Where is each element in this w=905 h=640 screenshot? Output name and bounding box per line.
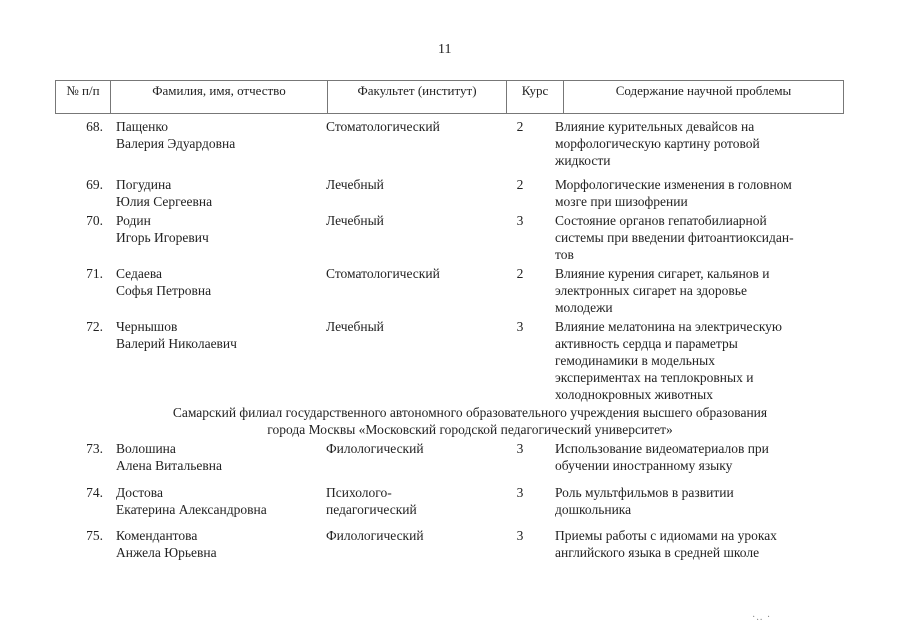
research-topic — [555, 318, 838, 403]
student-name — [116, 176, 316, 210]
row-number: 73. — [86, 441, 103, 456]
given-names: Валерия Эдуардовна — [116, 136, 236, 151]
course: 2 — [516, 266, 524, 281]
table-header — [55, 80, 844, 114]
topic-line: мозге при шизофрении — [555, 194, 688, 209]
topic-line: английского языка в средней школе — [555, 545, 760, 560]
research-topic — [555, 118, 838, 169]
surname: Погудина — [116, 177, 172, 192]
faculty: Филологический — [326, 441, 424, 456]
topic-line: тов — [555, 247, 574, 262]
faculty: Лечебный — [326, 177, 384, 192]
topic-line: обучении иностранному языку — [555, 458, 733, 473]
header-name: Фамилия, имя, отчество — [111, 81, 328, 114]
topic-line: электронных сигарет на здоровье — [555, 283, 747, 298]
topic-line: Влияние мелатонина на электрическую — [555, 319, 783, 334]
student-name — [116, 484, 316, 518]
topic-line: Влияние курения сигарет, кальянов и — [555, 266, 770, 281]
row-number: 75. — [86, 528, 103, 543]
section-heading-line: Самарский филиал государственного автономного образовательного учреждения высшего образования — [172, 405, 768, 420]
course: 2 — [516, 177, 524, 192]
course: 3 — [516, 485, 524, 500]
faculty: Стоматологический — [326, 119, 440, 134]
topic-line: Использование видеоматериалов при — [555, 441, 769, 456]
research-topic — [555, 440, 838, 474]
student-name — [116, 440, 316, 474]
given-names: Софья Петровна — [116, 283, 212, 298]
research-topic — [555, 527, 838, 561]
topic-line: Роль мультфильмов в развитии — [555, 485, 734, 500]
header-course: Курс — [507, 81, 564, 114]
surname: Родин — [116, 213, 151, 228]
section-heading — [110, 404, 830, 438]
scan-mark: ·.. · — [752, 612, 772, 623]
course: 3 — [516, 213, 524, 228]
course: 2 — [516, 119, 524, 134]
header-faculty: Факультет (институт) — [328, 81, 507, 114]
student-name — [116, 118, 316, 152]
faculty-line: Психолого- — [326, 485, 392, 500]
surname: Чернышов — [116, 319, 178, 334]
topic-line: Морфологические изменения в головном — [555, 177, 792, 192]
topic-line: активность сердца и параметры — [555, 336, 738, 351]
given-names: Анжела Юрьевна — [116, 545, 217, 560]
row-number: 70. — [86, 213, 103, 228]
course: 3 — [516, 441, 524, 456]
topic-line: морфологическую картину ротовой — [555, 136, 760, 151]
given-names: Екатерина Александровна — [116, 502, 267, 517]
topic-line: жидкости — [555, 153, 611, 168]
faculty — [326, 484, 496, 518]
research-topic — [555, 484, 838, 518]
topic-line: Состояние органов гепатобилиарной — [555, 213, 767, 228]
header-num: № п/п — [56, 81, 111, 114]
given-names: Валерий Николаевич — [116, 336, 237, 351]
research-topic — [555, 265, 838, 316]
surname: Волошина — [116, 441, 176, 456]
topic-line: молодежи — [555, 300, 613, 315]
faculty: Лечебный — [326, 319, 384, 334]
row-number: 72. — [86, 319, 103, 334]
faculty: Лечебный — [326, 213, 384, 228]
student-name — [116, 318, 316, 352]
student-name — [116, 527, 316, 561]
course: 3 — [516, 528, 524, 543]
faculty: Стоматологический — [326, 266, 440, 281]
page-number: 11 — [438, 42, 452, 57]
topic-line: Влияние курительных девайсов на — [555, 119, 755, 134]
topic-line: холоднокровных животных — [555, 387, 713, 402]
given-names: Юлия Сергеевна — [116, 194, 213, 209]
course: 3 — [516, 319, 524, 334]
faculty: Филологический — [326, 528, 424, 543]
row-number: 68. — [86, 119, 103, 134]
given-names: Алена Витальевна — [116, 458, 222, 473]
topic-line: системы при введении фитоантиоксидан- — [555, 230, 794, 245]
row-number: 69. — [86, 177, 103, 192]
surname: Пащенко — [116, 119, 168, 134]
research-topic — [555, 212, 838, 263]
row-number: 74. — [86, 485, 103, 500]
given-names: Игорь Игоревич — [116, 230, 209, 245]
header-topic: Содержание научной проблемы — [564, 81, 844, 114]
topic-line: Приемы работы с идиомами на уроках — [555, 528, 777, 543]
faculty-line: педагогический — [326, 502, 417, 517]
student-name — [116, 265, 316, 299]
topic-line: гемодинамики в модельных — [555, 353, 715, 368]
research-topic — [555, 176, 838, 210]
topic-line: экспериментах на теплокровных и — [555, 370, 754, 385]
student-name — [116, 212, 316, 246]
surname: Седаева — [116, 266, 163, 281]
surname: Комендантова — [116, 528, 198, 543]
surname: Достова — [116, 485, 163, 500]
section-heading-line: города Москвы «Московский городской педагогический университет» — [267, 422, 673, 437]
row-number: 71. — [86, 266, 103, 281]
topic-line: дошкольника — [555, 502, 632, 517]
